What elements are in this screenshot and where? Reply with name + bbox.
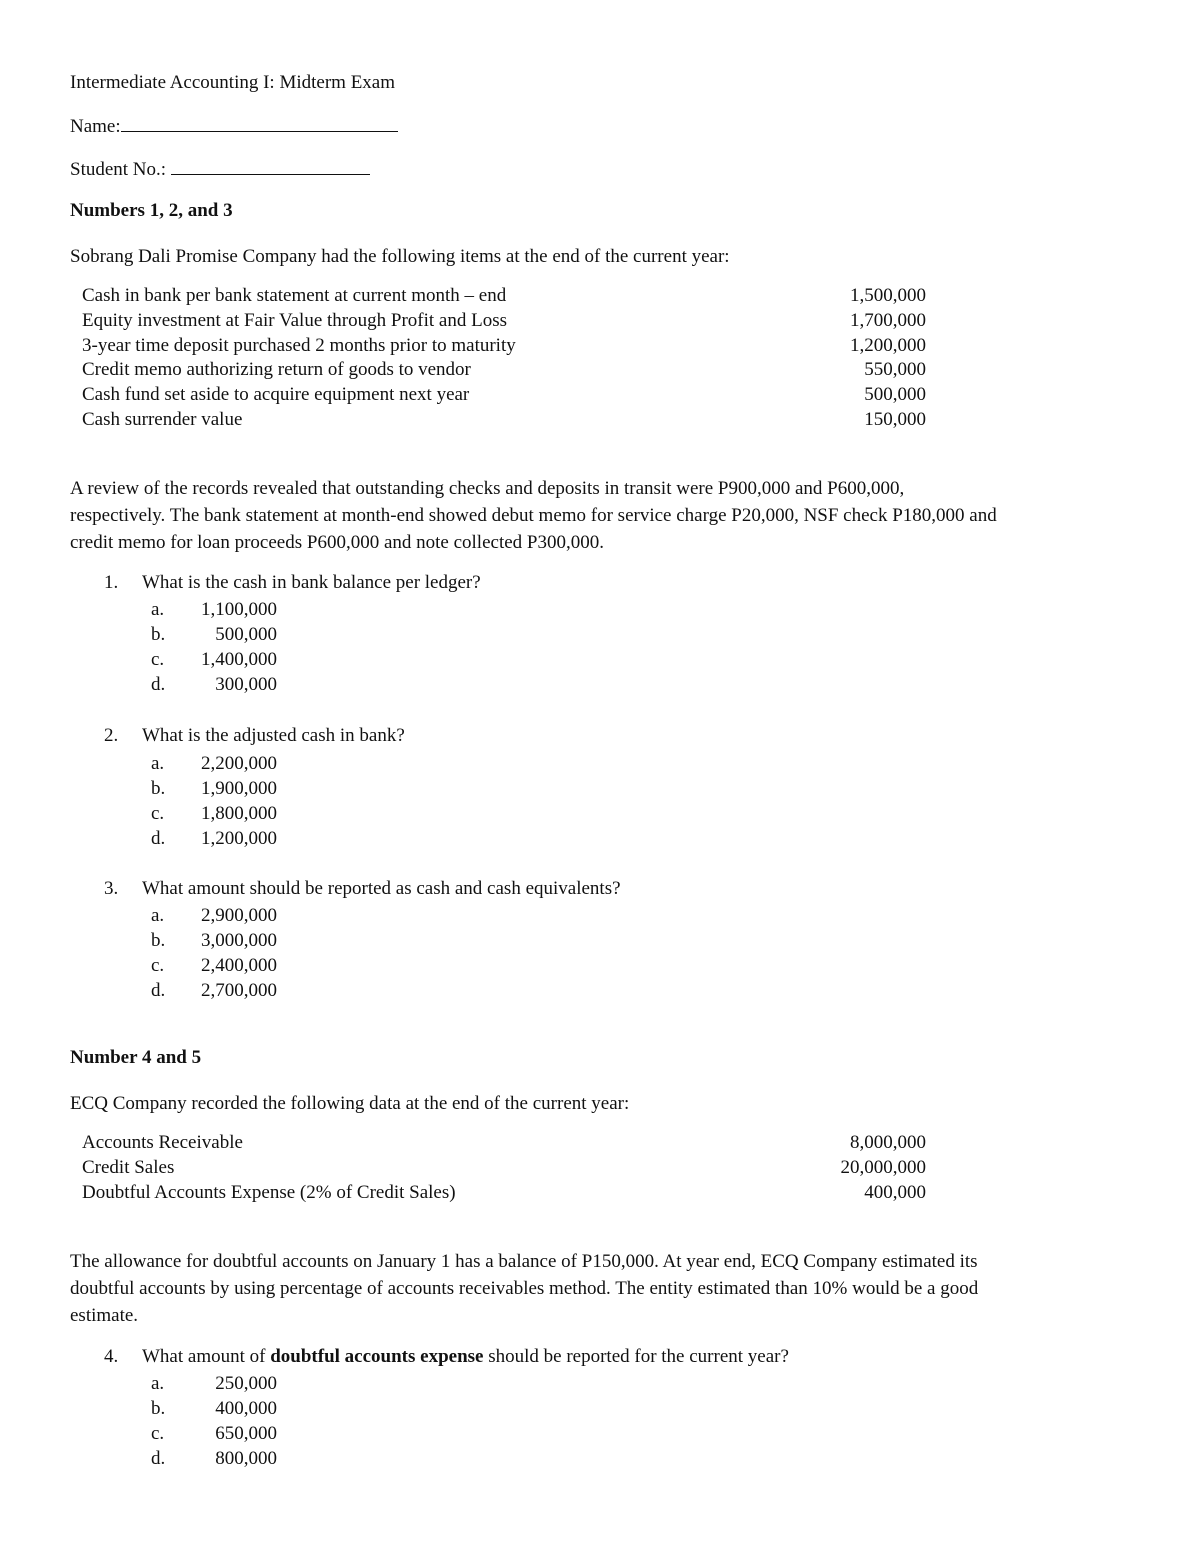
option[interactable] [151,776,277,801]
question-2-options [151,751,277,851]
allowance-line: The allowance for doubtful accounts on January 1 has a balance of P150,000. At year end, ECQ Company estimated its [70,1251,978,1272]
allowance-line: estimate. [70,1305,139,1326]
option[interactable] [151,647,277,672]
item-amount: 1,700,000 [850,309,926,331]
allowance-line: doubtful accounts by using percentage of accounts receivables method. The entity estimated than 10% would be a good [70,1278,979,1299]
question-1-options [151,597,277,697]
question-number: 1. [104,572,119,593]
item-amount: 8,000,000 [850,1132,926,1153]
review-line: credit memo for loan proceeds P600,000 and note collected P300,000. [70,532,604,553]
option[interactable] [151,1446,277,1471]
question-4 [104,1346,789,1368]
question-3 [104,878,621,900]
question-4-options [151,1371,277,1471]
table-row [82,358,926,383]
question-text-post: should be reported for the current year? [483,1346,789,1367]
item-amount: 500,000 [864,384,926,406]
section1-intro: Sobrang Dali Promise Company had the following items at the end of the current year: [70,246,730,267]
option[interactable] [151,1421,277,1446]
option-letter: c. [151,955,165,976]
item-amount: 550,000 [864,359,926,381]
section2-heading: Number 4 and 5 [70,1047,202,1068]
section2-intro: ECQ Company recorded the following data at the end of the current year: [70,1093,630,1114]
item-amount: 1,500,000 [850,285,926,306]
question-text: What amount should be reported as cash and cash equivalents? [142,878,621,899]
option-value: 2,400,000 [201,955,277,976]
option-letter: d. [151,980,166,1001]
option[interactable] [151,597,277,622]
option[interactable] [151,953,277,978]
name-label: Name: [70,116,121,137]
name-blank[interactable] [121,115,398,132]
option-letter: c. [151,803,165,824]
question-text-bold: doubtful accounts expense [270,1346,484,1367]
option-value: 2,200,000 [201,753,277,774]
option-letter: b. [151,624,166,645]
option-letter: a. [151,905,165,926]
section1-items-table [82,284,926,433]
item-label: Credit memo authorizing return of goods to vendor [82,359,471,381]
option-letter: c. [151,1423,165,1444]
option-value: 2,900,000 [201,905,277,926]
option-value: 500,000 [215,624,277,645]
option-value: 2,700,000 [201,980,277,1001]
student-no-blank[interactable] [171,158,370,175]
option-value: 1,200,000 [201,828,277,849]
option-letter: b. [151,930,166,951]
table-row [82,1131,926,1156]
option-value: 250,000 [215,1373,277,1394]
review-paragraph [70,475,997,556]
option-letter: a. [151,1373,165,1394]
option-value: 400,000 [215,1398,277,1419]
option-value: 1,400,000 [201,649,277,670]
student-no-label: Student No.: [70,159,167,180]
question-text: What is the adjusted cash in bank? [142,725,405,746]
option-value: 1,800,000 [201,803,277,824]
option-letter: b. [151,778,166,799]
question-number: 3. [104,878,119,899]
option-value: 3,000,000 [201,930,277,951]
table-row [82,383,926,408]
option-letter: a. [151,599,165,620]
option[interactable] [151,801,277,826]
option-value: 800,000 [215,1448,277,1469]
option[interactable] [151,672,277,697]
name-field-row [70,115,398,138]
section1-heading: Numbers 1, 2, and 3 [70,200,233,221]
option[interactable] [151,622,277,647]
item-amount: 20,000,000 [840,1156,926,1178]
option-value: 1,100,000 [201,599,277,620]
option-value: 1,900,000 [201,778,277,799]
option[interactable] [151,903,277,928]
option[interactable] [151,978,277,1003]
allowance-paragraph [70,1248,978,1329]
table-row [82,334,926,359]
table-row [82,309,926,334]
option-value: 650,000 [215,1423,277,1444]
option[interactable] [151,1396,277,1421]
table-row [82,284,926,309]
question-text: What is the cash in bank balance per ledger? [142,572,481,593]
option[interactable] [151,826,277,851]
item-amount: 1,200,000 [850,334,926,356]
item-amount: 150,000 [864,408,926,430]
option-letter: d. [151,828,166,849]
item-amount: 400,000 [864,1181,926,1203]
question-1 [104,572,481,594]
item-label: Accounts Receivable [82,1132,243,1153]
item-label: 3-year time deposit purchased 2 months prior to maturity [82,334,516,356]
question-text-pre: What amount of [142,1346,271,1367]
table-row [82,1156,926,1181]
item-label: Credit Sales [82,1156,175,1178]
option-letter: d. [151,674,166,695]
student-no-field-row [70,158,370,181]
question-3-options [151,903,277,1003]
option-letter: d. [151,1448,166,1469]
option-letter: b. [151,1398,166,1419]
option-letter: c. [151,649,165,670]
table-row [82,408,926,433]
table-row [82,1181,926,1206]
item-label: Cash in bank per bank statement at current month – end [82,285,507,306]
question-number: 2. [104,725,119,746]
option-value: 300,000 [215,674,277,695]
item-label: Equity investment at Fair Value through Profit and Loss [82,309,507,331]
question-number: 4. [104,1346,119,1367]
option[interactable] [151,751,277,776]
review-line: A review of the records revealed that outstanding checks and deposits in transit were P900,000 and P600,000, [70,478,905,499]
item-label: Cash fund set aside to acquire equipment next year [82,384,470,406]
option-letter: a. [151,753,165,774]
option[interactable] [151,1371,277,1396]
option[interactable] [151,928,277,953]
item-label: Doubtful Accounts Expense (2% of Credit Sales) [82,1181,456,1203]
item-label: Cash surrender value [82,408,243,430]
question-2 [104,725,405,747]
review-line: respectively. The bank statement at month-end showed debut memo for service charge P20,000, NSF check P180,000 and [70,505,997,526]
section2-items-table [82,1131,926,1205]
exam-title: Intermediate Accounting I: Midterm Exam [70,72,396,93]
